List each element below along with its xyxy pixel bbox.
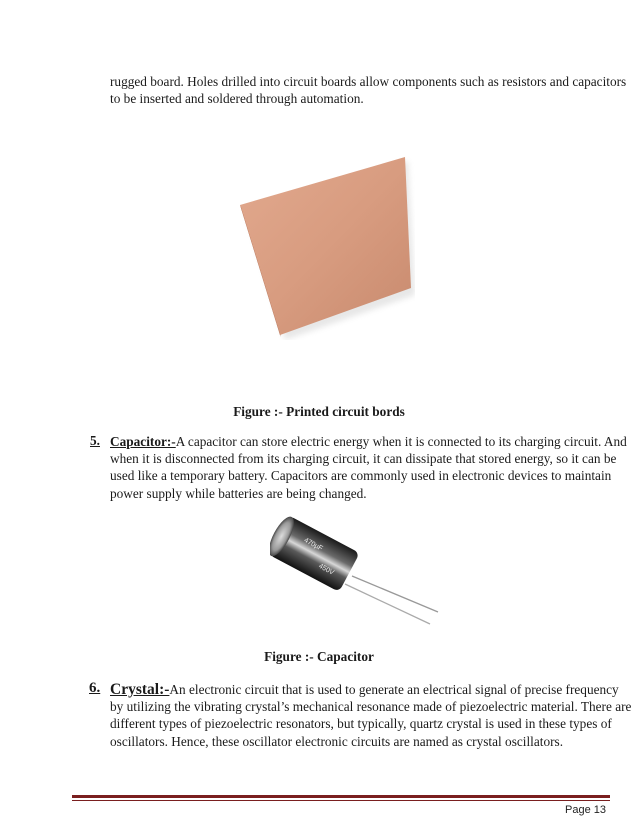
item-5-line-1: A capacitor can store electric energy when it is connected to its charging circuit. And (175, 434, 627, 449)
intro-line-2: to be inserted and soldered through automation. (110, 91, 364, 107)
item-5-heading: Capacitor:- (110, 434, 176, 449)
capacitor-label-side: 450V (317, 562, 335, 577)
item-5-line-3: used like a temporary battery. Capacitors are commonly used in electronic devices to maintain (110, 468, 612, 484)
figure-2-caption: Figure :- Capacitor (264, 649, 374, 664)
item-6-line-4: oscillators. Hence, these oscillator electronic circuits are named as crystal oscillators. (110, 733, 564, 749)
figure-1-caption: Figure :- Printed circuit bords (233, 404, 405, 419)
item-5-number: 5. (90, 433, 100, 448)
pcb-board-illustration (225, 155, 415, 340)
item-6-number: 6. (89, 680, 101, 696)
item-6-heading: Crystal:- (110, 681, 170, 698)
footer-rule-thick (72, 795, 610, 798)
item-5-line-4: power supply while batteries are being changed. (110, 485, 367, 501)
pcb-image (225, 155, 415, 340)
item-6-line-1: An electronic circuit that is used to generate an electrical signal of precise frequency (169, 682, 619, 697)
item-5-paragraph (110, 433, 627, 502)
capacitor-label-top: 470µF (302, 537, 324, 553)
item-5-line-2: when it is disconnected from its charging circuit, it can dissipate that stored energy, so it can be (110, 451, 617, 467)
capacitor-image (270, 512, 440, 627)
intro-line-1: rugged board. Holes drilled into circuit boards allow components such as resistors and capacitors (110, 74, 627, 89)
capacitor-illustration (270, 512, 440, 627)
item-6-line-3: different types of piezoelectric resonators, but typically, quartz crystal is used in these types of (110, 716, 612, 732)
item-6-paragraph (110, 681, 632, 750)
footer-rule-thin (72, 800, 610, 801)
intro-paragraph (110, 73, 627, 107)
page-number: Page 13 (565, 804, 606, 816)
item-6-line-2: by utilizing the vibrating crystal’s mechanical resonance made of piezoelectric material. There are (110, 699, 632, 715)
